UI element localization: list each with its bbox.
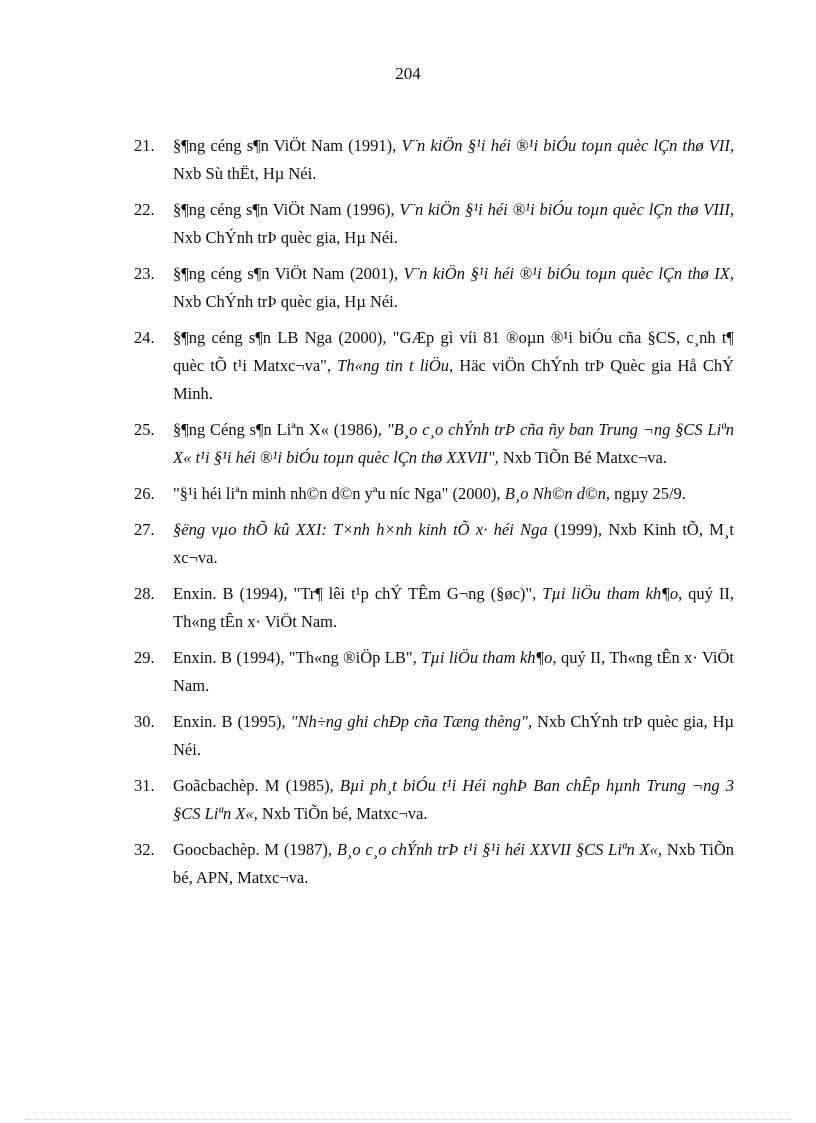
- reference-number: 29.: [134, 648, 155, 667]
- reference-item: [134, 196, 734, 252]
- reference-title: "B¸o c¸o chÝnh trÞ cña ñy ban Trung ¬ng §CS Liªn X« t¹i §¹i héi ®¹i biÓu toµn quèc lÇn thø XXVII",: [173, 420, 734, 467]
- reference-text: , Nxb Sù thËt, Hµ Néi.: [173, 136, 734, 183]
- reference-title: Tµi liÖu tham kh¶o: [421, 648, 553, 667]
- reference-title: V¨n kiÖn §¹i héi ®¹i biÓu toµn quèc lÇn thø IX: [403, 264, 730, 283]
- reference-text: Enxin. B (1995),: [173, 712, 291, 731]
- reference-text: Nxb TiÕn bé, APN, Matxc¬va.: [173, 840, 735, 887]
- reference-text: Enxin. B (1994), "Th«ng ®iÖp LB",: [173, 648, 422, 667]
- reference-text: (1999), Nxb Kinh tÕ, M¸t xc¬va.: [173, 520, 734, 567]
- reference-text: , quý II, Th«ng tÊn x· ViÖt Nam.: [173, 648, 734, 695]
- reference-text: §¶ng céng s¶n LB Nga (2000), "GÆp gì víi 81 ®oµn ®¹i biÓu cña §CS, c¸nh t¶ quèc tÕ t¹i Matxc¬va",: [173, 328, 734, 375]
- reference-item: [134, 260, 734, 316]
- reference-item: [134, 580, 734, 636]
- reference-text: Goocbachèp. M (1987),: [173, 840, 337, 859]
- reference-text: Nxb TiÕn Bé Matxc¬va.: [498, 448, 668, 467]
- reference-item: [134, 416, 734, 472]
- reference-number: 28.: [134, 584, 155, 603]
- reference-title: Tµi liÖu tham kh¶o: [542, 584, 679, 603]
- reference-title: V¨n kiÖn §¹i héi ®¹i biÓu toµn quèc lÇn thø VIII,: [399, 200, 734, 219]
- reference-title: Bµi ph¸t biÓu t¹i Héi nghÞ Ban chÊp hµnh Trung ¬ng 3 §CS Liªn X«,: [173, 776, 734, 823]
- reference-list: [134, 132, 734, 900]
- reference-text: , ngµy 25/9.: [605, 484, 686, 503]
- reference-number: 21.: [134, 136, 155, 155]
- reference-text: , quý II, Th«ng tÊn x· ViÖt Nam.: [173, 584, 734, 631]
- reference-text: Nxb ChÝnh trÞ quèc gia, Hµ Néi.: [173, 228, 398, 247]
- reference-text: Nxb TiÕn bé, Matxc¬va.: [257, 804, 428, 823]
- reference-title: V¨n kiÖn §¹i héi ®¹i biÓu toµn quèc lÇn thø VII: [401, 136, 730, 155]
- reference-number: 26.: [134, 484, 155, 503]
- reference-item: [134, 836, 734, 892]
- reference-number: 25.: [134, 420, 155, 439]
- reference-number: 23.: [134, 264, 155, 283]
- reference-text: §¶ng céng s¶n ViÖt Nam (1991),: [173, 136, 402, 155]
- reference-text: §¶ng céng s¶n ViÖt Nam (1996),: [173, 200, 400, 219]
- reference-item: [134, 480, 734, 508]
- reference-number: 27.: [134, 520, 155, 539]
- reference-text: , Nxb ChÝnh trÞ quèc gia, Hµ Néi.: [173, 264, 735, 311]
- reference-item: [134, 772, 734, 828]
- reference-item: [134, 324, 734, 408]
- reference-item: [134, 708, 734, 764]
- reference-number: 32.: [134, 840, 155, 859]
- reference-item: [134, 516, 734, 572]
- reference-text: §¶ng Céng s¶n Liªn X« (1986),: [173, 420, 387, 439]
- reference-text: §¶ng céng s¶n ViÖt Nam (2001),: [173, 264, 404, 283]
- bottom-divider: [24, 1119, 792, 1120]
- reference-number: 22.: [134, 200, 155, 219]
- reference-text: Goãcbachèp. M (1985),: [173, 776, 340, 795]
- reference-number: 24.: [134, 328, 155, 347]
- reference-title: B¸o c¸o chÝnh trÞ t¹i §¹i héi XXVII §CS Liªn X«,: [336, 840, 663, 859]
- reference-item: [134, 132, 734, 188]
- reference-text: Enxin. B (1994), "Tr¶ lêi t¹p chÝ TÊm G¬ng (§øc)",: [173, 584, 543, 603]
- reference-item: [134, 644, 734, 700]
- reference-title: B¸o Nh©n d©n: [504, 484, 606, 503]
- reference-title: "Nh÷ng ghi chÐp cña Tæng thèng",: [290, 712, 533, 731]
- page-number: 204: [395, 64, 421, 83]
- reference-text: "§¹i héi liªn minh nh©n d©n yªu níc Nga" (2000),: [173, 484, 505, 503]
- reference-number: 30.: [134, 712, 155, 731]
- reference-title: §ëng vµo thÕ kû XXI: T×nh h×nh kinh tÕ x· héi Nga: [173, 520, 548, 539]
- reference-title: Th«ng tin t liÖu,: [337, 356, 454, 375]
- reference-text: Häc viÖn ChÝnh trÞ Quèc gia Hå ChÝ Minh.: [173, 356, 735, 403]
- reference-text: Nxb ChÝnh trÞ quèc gia, Hµ Néi.: [173, 712, 734, 759]
- reference-number: 31.: [134, 776, 155, 795]
